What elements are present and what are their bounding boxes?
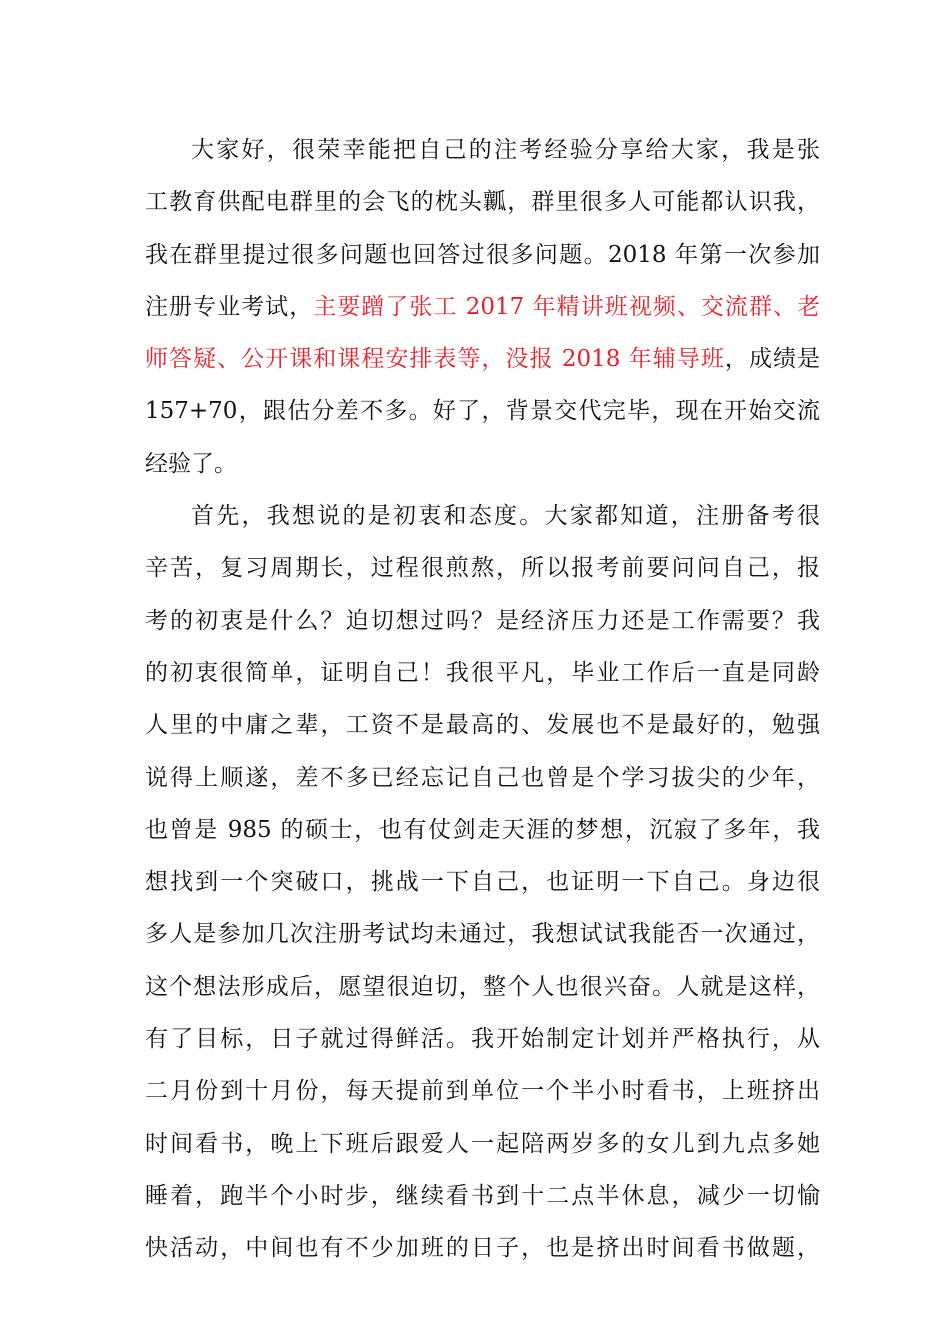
text-run: 经验了。 — [145, 450, 237, 477]
text-run: 的初衷很简单，证明自己！我很平凡，毕业工作后一直是同龄 — [145, 659, 820, 686]
paragraph-background — [145, 124, 820, 490]
text-line — [145, 1170, 820, 1222]
text-line — [145, 647, 820, 699]
paragraph-motivation — [145, 490, 820, 1274]
text-run: 工教育供配电群里的会飞的枕头瓤，群里很多人可能都认识我， — [145, 189, 820, 216]
text-line — [145, 438, 820, 490]
text-run: 也曾是 985 的硕士，也有仗剑走天涯的梦想，沉寂了多年，我 — [145, 816, 820, 843]
text-run: 157+70，跟估分差不多。好了，背景交代完毕，现在开始交流 — [145, 398, 820, 425]
text-line — [145, 804, 820, 856]
text-run: 睡着，跑半个小时步，继续看书到十二点半休息，减少一切愉 — [145, 1182, 820, 1209]
text-run: 时间看书，晚上下班后跟爱人一起陪两岁多的女儿到九点多她 — [145, 1130, 820, 1157]
highlighted-text-run: 主要蹭了张工 2017 年精讲班视频、交流群、老 — [313, 293, 821, 320]
text-line — [145, 1118, 820, 1170]
text-line — [145, 281, 820, 333]
text-line — [145, 333, 820, 385]
text-run: 考的初衷是什么？迫切想过吗？是经济压力还是工作需要？我 — [145, 607, 820, 634]
text-line — [145, 908, 820, 960]
highlighted-text-run: 师答疑、公开课和课程安排表等，没报 2018 年辅导班 — [145, 346, 725, 373]
text-line — [145, 752, 820, 804]
text-run: 这个想法形成后，愿望很迫切，整个人也很兴奋。人就是这样， — [145, 973, 820, 1000]
text-run: 辛苦，复习周期长，过程很煎熬，所以报考前要问问自己，报 — [145, 555, 820, 582]
text-line — [145, 1065, 820, 1117]
text-run: 有了目标，日子就过得鲜活。我开始制定计划并严格执行，从 — [145, 1026, 820, 1053]
text-line — [145, 490, 820, 542]
text-run: 人里的中庸之辈，工资不是最高的、发展也不是最好的，勉强 — [145, 712, 820, 739]
text-run: 想找到一个突破口，挑战一下自己，也证明一下自己。身边很 — [145, 869, 820, 896]
text-line — [145, 229, 820, 281]
text-run: 大家好，很荣幸能把自己的注考经验分享给大家，我是张 — [191, 137, 820, 163]
text-line — [145, 699, 820, 751]
text-line — [145, 124, 820, 176]
text-run: 多人是参加几次注册考试均未通过，我想试试我能否一次通过， — [145, 921, 820, 948]
text-run: ，成绩是 — [724, 346, 821, 373]
text-line — [145, 856, 820, 908]
text-line — [145, 176, 820, 228]
text-line — [145, 1222, 820, 1274]
text-line — [145, 1013, 820, 1065]
text-run: 我在群里提过很多问题也回答过很多问题。2018 年第一次参加 — [145, 241, 820, 268]
text-run: 二月份到十月份，每天提前到单位一个半小时看书，上班挤出 — [145, 1078, 820, 1105]
document-body — [145, 124, 820, 1275]
text-line — [145, 385, 820, 437]
text-line — [145, 542, 820, 594]
text-run: 快活动，中间也有不少加班的日子，也是挤出时间看书做题， — [145, 1235, 820, 1262]
text-line — [145, 595, 820, 647]
text-run: 注册专业考试， — [145, 293, 314, 320]
text-run: 首先，我想说的是初衷和态度。大家都知道，注册备考很 — [191, 503, 820, 530]
text-line — [145, 961, 820, 1013]
text-run: 说得上顺遂，差不多已经忘记自己也曾是个学习拔尖的少年， — [145, 764, 820, 791]
